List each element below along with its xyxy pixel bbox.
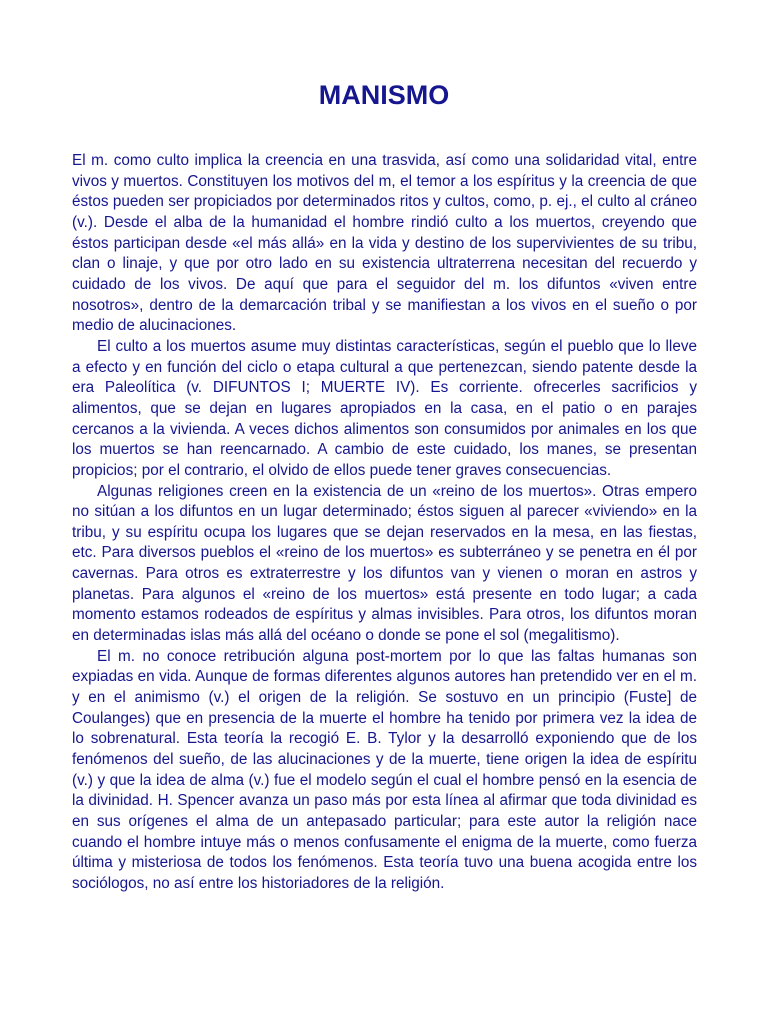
- document-body: [72, 151, 697, 895]
- paragraph-3: Algunas religiones creen en la existencia de un «reino de los muertos». Otras empero no sitúan a los difuntos en un lugar determinado; éstos siguen al parecer «viviendo» en la tribu, y su espíritu ocupa los lugares que se dejan reservados en la mesa, en las fiestas, etc. Para diversos pueblos el «reino de los muertos» es subterráneo y se penetra en él por cavernas. Para otros es extraterrestre y los difuntos van y vienen o moran en astros y planetas. Para algunos el «reino de los muertos» está presente en todo lugar; a cada momento estamos rodeados de espíritus y almas invisibles. Para otros, los difuntos moran en determinadas islas más allá del océano o donde se pone el sol (megalitismo).: [72, 482, 697, 645]
- paragraph-1: El m. como culto implica la creencia en una trasvida, así como una solidaridad vital, entre vivos y muertos. Constituyen los motivos del m, el temor a los espíritus y la creencia de que éstos pueden ser propiciados por determinados ritos y cultos, como, p. ej., el culto al cráneo (v.). Desde el alba de la humanidad el hombre rindió culto a los muertos, creyendo que éstos participan desde «el más allá» en la vida y destino de los supervivientes de su tribu, clan o linaje, y que por otro lado en su existencia ultraterrena necesitan del recuerdo y cuidado de los vivos. De aquí que para el seguidor del m. los difuntos «viven entre nosotros», dentro de la demarcación tribal y se manifiestan a los vivos en el sueño o por medio de alucinaciones.: [72, 152, 697, 335]
- paragraph-2: El culto a los muertos asume muy distintas características, según el pueblo que lo lleve a efecto y en función del ciclo o etapa cultural a que pertenezcan, siendo patente desde la era Paleolítica (v. DIFUNTOS I; MUERTE IV). Es corriente. ofrecerles sacrificios y alimentos, que se dejan en lugares apropiados en la casa, en el patio o en parajes cercanos a la vivienda. A veces dichos alimentos son consumidos por animales en los que los muertos se han reencarnado. A cambio de este cuidado, los manes, se presentan propicios; por el contrario, el olvido de ellos puede tener graves consecuencias.: [72, 337, 697, 479]
- document-title: MANISMO: [318, 80, 450, 110]
- paragraph-4: El m. no conoce retribución alguna post-mortem por lo que las faltas humanas son expiadas en vida. Aunque de formas diferentes algunos autores han pretendido ver en el m. y en el animismo (v.) el origen de la religión. Se sostuvo en un principio (Fuste] de Coulanges) que en presencia de la muerte el hombre ha tenido por primera vez la idea de lo sobrenatural. Esta teoría la recogió E. B. Tylor y la desarrolló exponiendo que de los fenómenos del sueño, de las alucinaciones y de la muerte, tiene origen la idea de espíritu (v.) y que la idea de alma (v.) fue el modelo según el cual el hombre pensó en la esencia de la divinidad. H. Spencer avanza un paso más por esta línea al afirmar que toda divinidad es en sus orígenes el alma de un antepasado particular; para este autor la religión nace cuando el hombre intuye más o menos confusamente el enigma de la muerte, como fuerza última y misteriosa de todos los fenómenos. Esta teoría tuvo una buena acogida entre los sociólogos, no así entre los historiadores de la religión.: [72, 647, 697, 892]
